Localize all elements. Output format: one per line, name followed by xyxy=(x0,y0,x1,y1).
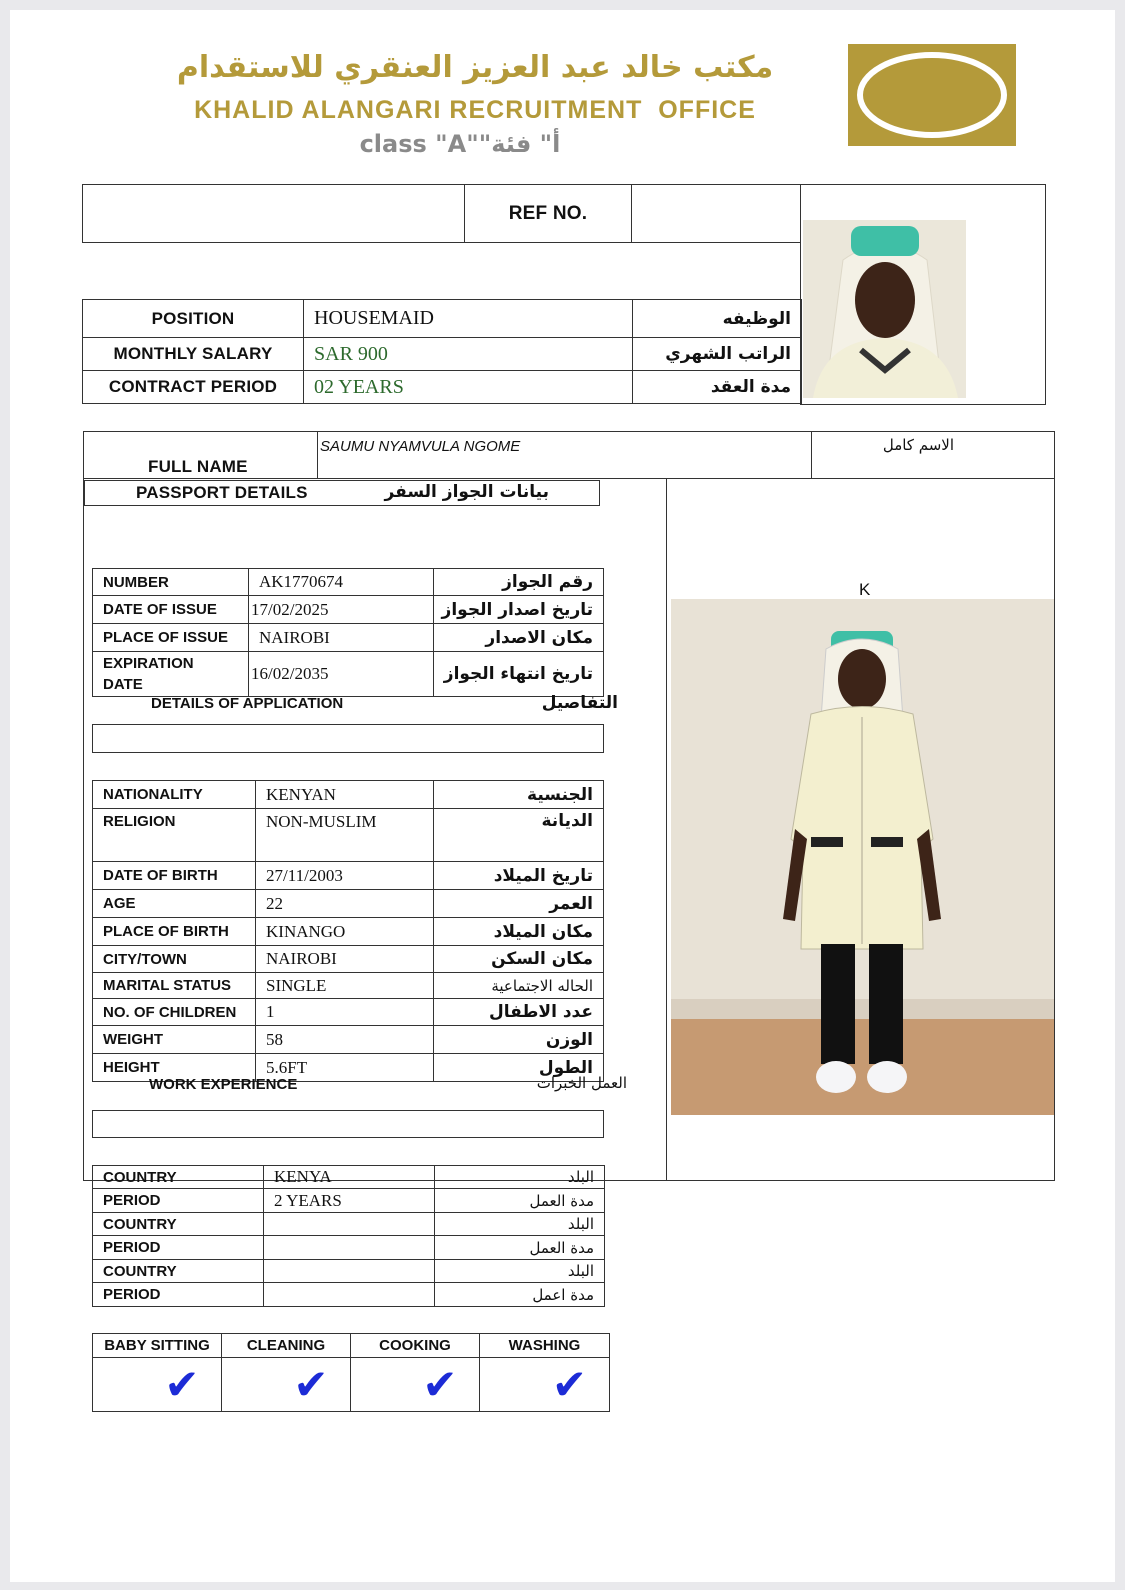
position-row xyxy=(83,300,802,338)
passport-number-arabic: رقم الجواز xyxy=(434,569,604,596)
skill-washing-label: WASHING xyxy=(480,1334,610,1358)
skill-cleaning-label: CLEANING xyxy=(222,1334,351,1358)
fullname-value: SAUMU NYAMVULA NGOME xyxy=(320,438,521,455)
city-value: NAIROBI xyxy=(256,946,434,973)
fullname-label: FULL NAME xyxy=(148,457,248,476)
salary-value: SAR 900 xyxy=(304,338,633,371)
position-table xyxy=(82,299,802,404)
nationality-value: KENYAN xyxy=(256,781,434,809)
dob-arabic: تاريخ الميلاد xyxy=(434,862,604,890)
babysitting-check-icon: ✔ xyxy=(164,1359,200,1409)
application-header-ar: التفاصيل xyxy=(541,693,618,713)
work-header-ar: العمل الخبرات xyxy=(536,1074,627,1092)
skill-babysitting-label: BABY SITTING xyxy=(93,1334,222,1358)
contract-value: 02 YEARS xyxy=(304,371,633,404)
religion-value: NON-MUSLIM xyxy=(256,809,434,862)
application-row xyxy=(93,999,604,1026)
cleaning-check-icon: ✔ xyxy=(293,1359,329,1409)
expiry-label: EXPIRATION DATE xyxy=(93,652,249,697)
age-value: 22 xyxy=(256,890,434,918)
fullbody-photo xyxy=(671,599,1054,1115)
work-country-label: COUNTRY xyxy=(93,1260,264,1283)
issue-date-value: 17/02/2025 xyxy=(249,596,434,624)
religion-arabic: الديانة xyxy=(434,809,604,862)
issue-place-label: PLACE OF ISSUE xyxy=(93,624,249,652)
headshot-photo xyxy=(803,220,966,398)
class-label: class "A""أ" فئة xyxy=(359,130,561,158)
skills-table xyxy=(92,1333,610,1412)
expiry-value: 16/02/2035 xyxy=(249,652,434,697)
weight-value: 58 xyxy=(256,1026,434,1054)
weight-arabic: الوزن xyxy=(434,1026,604,1054)
cooking-check-icon: ✔ xyxy=(422,1359,458,1409)
application-blank-box xyxy=(92,724,604,753)
fullname-value-cell xyxy=(317,431,812,479)
work-period-value xyxy=(264,1283,435,1307)
children-label: NO. OF CHILDREN xyxy=(93,999,256,1026)
passport-row xyxy=(93,624,604,652)
work-row xyxy=(93,1283,605,1307)
work-country-value: KENYA xyxy=(264,1166,435,1189)
ref-value xyxy=(631,184,801,243)
passport-number-value: AK1770674 xyxy=(249,569,434,596)
work-period-label: PERIOD xyxy=(93,1189,264,1213)
work-country-arabic: البلد xyxy=(435,1213,605,1236)
skills-mark-row xyxy=(93,1358,610,1412)
work-country-value xyxy=(264,1213,435,1236)
application-row xyxy=(93,862,604,890)
passport-header-ar: بيانات الجواز السفر xyxy=(384,482,549,502)
nationality-arabic: الجنسية xyxy=(434,781,604,809)
issue-place-value: NAIROBI xyxy=(249,624,434,652)
cv-page xyxy=(10,10,1115,1582)
nationality-label: NATIONALITY xyxy=(93,781,256,809)
birthplace-value: KINANGO xyxy=(256,918,434,946)
passport-table xyxy=(92,568,604,697)
work-table xyxy=(92,1165,605,1307)
height-arabic: الطول xyxy=(434,1054,604,1082)
skill-cooking-label: COOKING xyxy=(351,1334,480,1358)
application-row xyxy=(93,890,604,918)
skills-header-row xyxy=(93,1334,610,1358)
passport-header-en: PASSPORT DETAILS xyxy=(136,483,308,502)
issue-date-arabic: تاريخ اصدار الجواز xyxy=(434,596,604,624)
age-arabic: العمر xyxy=(434,890,604,918)
work-country-value xyxy=(264,1260,435,1283)
height-value: 5.6FT xyxy=(256,1054,434,1082)
dob-value: 27/11/2003 xyxy=(256,862,434,890)
work-row xyxy=(93,1213,605,1236)
salary-arabic: الراتب الشهري xyxy=(633,338,802,371)
weight-label: WEIGHT xyxy=(93,1026,256,1054)
passport-number-label: NUMBER xyxy=(93,569,249,596)
work-period-label: PERIOD xyxy=(93,1283,264,1307)
marital-value: SINGLE xyxy=(256,973,434,999)
work-row xyxy=(93,1236,605,1260)
application-row xyxy=(93,1026,604,1054)
work-period-label: PERIOD xyxy=(93,1236,264,1260)
work-period-value xyxy=(264,1236,435,1260)
birthplace-label: PLACE OF BIRTH xyxy=(93,918,256,946)
children-value: 1 xyxy=(256,999,434,1026)
children-arabic: عدد الاطفال xyxy=(434,999,604,1026)
issue-place-arabic: مكان الاصدار xyxy=(434,624,604,652)
english-title: KHALID ALANGARI RECRUITMENT OFFICE xyxy=(194,96,756,124)
photo-caption: K xyxy=(859,580,871,599)
work-period-arabic: مدة العمل xyxy=(435,1189,605,1213)
fullname-arabic-cell xyxy=(811,431,1055,479)
fullname-arabic: الاسم كامل xyxy=(882,436,954,454)
application-row xyxy=(93,781,604,809)
passport-row xyxy=(93,652,604,697)
work-row xyxy=(93,1166,605,1189)
arabic-title: مكتب خالد عبد العزيز العنقري للاستقدام xyxy=(176,50,774,85)
ref-empty-cell xyxy=(82,184,465,243)
contract-arabic: مدة العقد xyxy=(633,371,802,404)
marital-arabic: الحاله الاجتماعية xyxy=(434,973,604,999)
office-logo xyxy=(848,44,1016,146)
work-period-value: 2 YEARS xyxy=(264,1189,435,1213)
application-row xyxy=(93,809,604,862)
salary-label: MONTHLY SALARY xyxy=(83,338,304,371)
height-label: HEIGHT xyxy=(93,1054,256,1082)
application-row xyxy=(93,946,604,973)
passport-row xyxy=(93,569,604,596)
marital-label: MARITAL STATUS xyxy=(93,973,256,999)
work-row xyxy=(93,1260,605,1283)
position-arabic: الوظيفه xyxy=(633,300,802,338)
fullname-label-cell xyxy=(83,431,318,479)
passport-header xyxy=(84,480,600,506)
salary-row xyxy=(83,338,802,371)
ref-label: REF NO. xyxy=(464,184,632,243)
birthplace-arabic: مكان الميلاد xyxy=(434,918,604,946)
work-header-en: WORK EXPERIENCE xyxy=(149,1076,298,1093)
position-value: HOUSEMAID xyxy=(304,300,633,338)
religion-label: RELIGION xyxy=(93,809,256,862)
passport-row xyxy=(93,596,604,624)
issue-date-label: DATE OF ISSUE xyxy=(93,596,249,624)
application-table xyxy=(92,780,604,1082)
dob-label: DATE OF BIRTH xyxy=(93,862,256,890)
application-row xyxy=(93,973,604,999)
work-country-label: COUNTRY xyxy=(93,1166,264,1189)
work-blank-box xyxy=(92,1110,604,1138)
application-row xyxy=(93,918,604,946)
age-label: AGE xyxy=(93,890,256,918)
work-period-arabic: مدة اعمل xyxy=(435,1283,605,1307)
work-country-label: COUNTRY xyxy=(93,1213,264,1236)
position-label: POSITION xyxy=(83,300,304,338)
work-period-arabic: مدة العمل xyxy=(435,1236,605,1260)
work-country-arabic: البلد xyxy=(435,1166,605,1189)
contract-row xyxy=(83,371,802,404)
expiry-arabic: تاريخ انتهاء الجواز xyxy=(434,652,604,697)
application-header-en: DETAILS OF APPLICATION xyxy=(151,695,344,712)
contract-label: CONTRACT PERIOD xyxy=(83,371,304,404)
work-row xyxy=(93,1189,605,1213)
city-arabic: مكان السكن xyxy=(434,946,604,973)
washing-check-icon: ✔ xyxy=(551,1359,588,1409)
city-label: CITY/TOWN xyxy=(93,946,256,973)
work-country-arabic: البلد xyxy=(435,1260,605,1283)
